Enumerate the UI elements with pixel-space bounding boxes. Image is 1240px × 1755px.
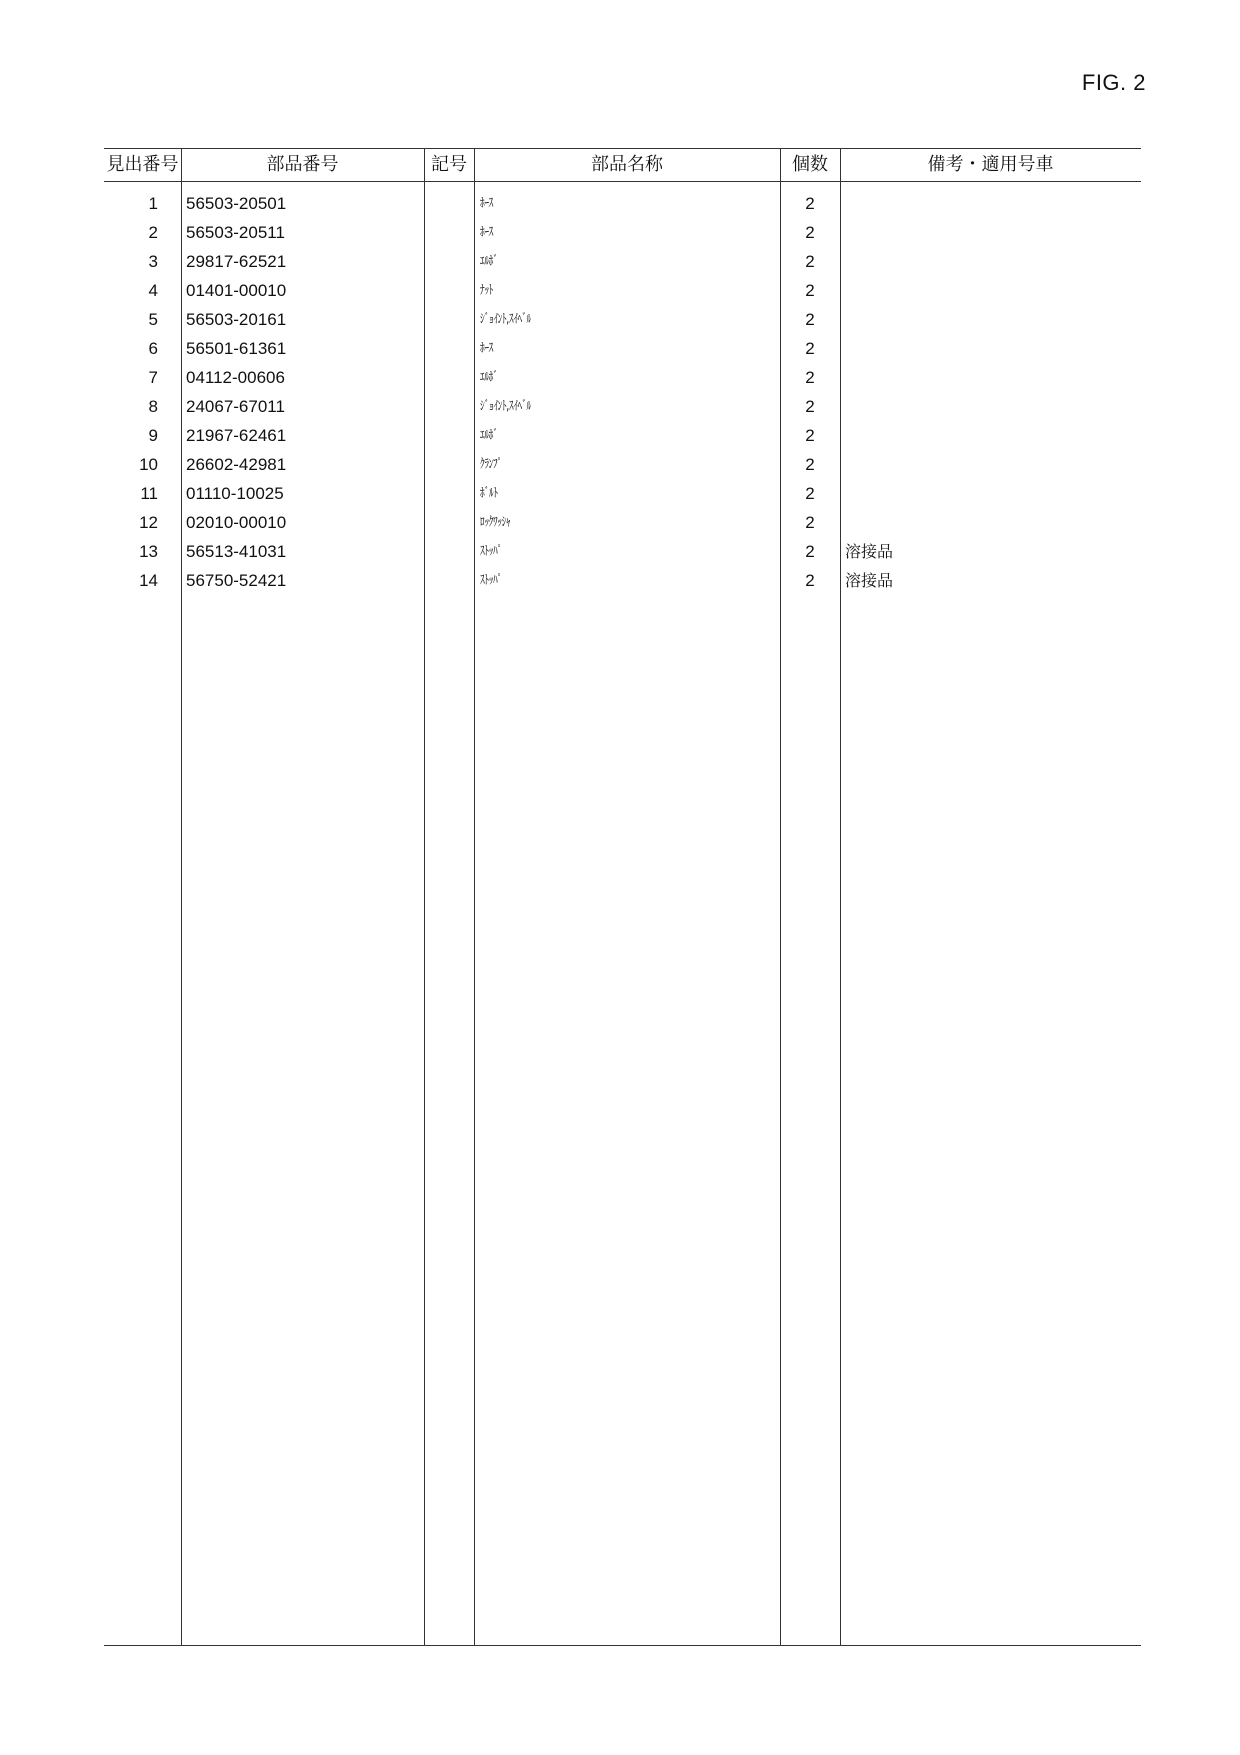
parts-table bbox=[104, 148, 1141, 1646]
part-name-cell: ﾎｰｽ bbox=[480, 341, 493, 356]
part-name-cell: ﾎﾞﾙﾄ bbox=[480, 486, 498, 501]
part-no-cell: 21967-62461 bbox=[186, 426, 287, 445]
qty-cell: 2 bbox=[805, 542, 815, 561]
part-no-cell: 56503-20501 bbox=[186, 194, 287, 213]
qty-cell: 2 bbox=[805, 397, 815, 416]
part-name-cell: ｽﾄｯﾊﾟ bbox=[480, 573, 502, 588]
ref-no-cell: 2 bbox=[148, 223, 158, 242]
figure-label: FIG. 2 bbox=[1081, 70, 1146, 95]
table-row bbox=[104, 363, 1141, 392]
header-symbol: 記号 bbox=[431, 154, 467, 175]
part-no-cell: 24067-67011 bbox=[186, 397, 285, 416]
qty-cell: 2 bbox=[805, 310, 815, 329]
part-name-cell: ｴﾙﾎﾞ bbox=[480, 428, 498, 443]
ref-no-cell: 9 bbox=[148, 426, 158, 445]
part-no-cell: 26602-42981 bbox=[186, 455, 287, 474]
header-ref-no: 見出番号 bbox=[106, 154, 179, 175]
qty-cell: 2 bbox=[805, 455, 815, 474]
ref-no-cell: 14 bbox=[139, 571, 158, 590]
table-row bbox=[104, 566, 1141, 595]
qty-cell: 2 bbox=[805, 252, 815, 271]
qty-cell: 2 bbox=[805, 571, 815, 590]
part-name-cell: ｴﾙﾎﾞ bbox=[480, 254, 498, 269]
qty-cell: 2 bbox=[805, 281, 815, 300]
table-row bbox=[104, 392, 1141, 421]
ref-no-cell: 10 bbox=[139, 455, 158, 474]
table-row bbox=[104, 421, 1141, 450]
part-no-cell: 01401-00010 bbox=[186, 281, 287, 300]
ref-no-cell: 3 bbox=[148, 252, 158, 271]
ref-no-cell: 4 bbox=[148, 281, 158, 300]
header-part-name: 部品名称 bbox=[591, 154, 663, 175]
table-row bbox=[104, 479, 1141, 508]
table-row bbox=[104, 508, 1141, 537]
part-name-cell: ﾛｯｸﾜｯｼｬ bbox=[480, 515, 511, 530]
part-name-cell: ｽﾄｯﾊﾟ bbox=[480, 544, 502, 559]
part-name-cell: ｴﾙﾎﾞ bbox=[480, 370, 498, 385]
part-no-cell: 04112-00606 bbox=[186, 368, 285, 387]
qty-cell: 2 bbox=[805, 368, 815, 387]
remarks-cell: 溶接品 bbox=[845, 571, 894, 590]
table-row bbox=[104, 218, 1141, 247]
part-no-cell: 02010-00010 bbox=[186, 513, 287, 532]
part-no-cell: 56503-20161 bbox=[186, 310, 287, 329]
table-row bbox=[104, 305, 1141, 334]
ref-no-cell: 12 bbox=[139, 513, 158, 532]
qty-cell: 2 bbox=[805, 223, 815, 242]
table-row bbox=[104, 334, 1141, 363]
ref-no-cell: 6 bbox=[148, 339, 158, 358]
part-no-cell: 56503-20511 bbox=[186, 223, 285, 242]
table-row bbox=[104, 276, 1141, 305]
part-no-cell: 01110-10025 bbox=[186, 484, 284, 503]
part-name-cell: ﾎｰｽ bbox=[480, 196, 493, 211]
ref-no-cell: 7 bbox=[148, 368, 158, 387]
table-row bbox=[104, 189, 1141, 218]
part-no-cell: 29817-62521 bbox=[186, 252, 287, 271]
ref-no-cell: 11 bbox=[140, 484, 158, 503]
table-body bbox=[104, 189, 1141, 595]
qty-cell: 2 bbox=[805, 426, 815, 445]
part-no-cell: 56750-52421 bbox=[186, 571, 287, 590]
ref-no-cell: 1 bbox=[148, 194, 158, 213]
qty-cell: 2 bbox=[805, 484, 815, 503]
table-row bbox=[104, 450, 1141, 479]
header-qty: 個数 bbox=[792, 154, 828, 175]
header-part-no: 部品番号 bbox=[266, 154, 339, 175]
header-divider bbox=[104, 181, 1141, 182]
part-name-cell: ｸﾗﾝﾌﾟ bbox=[480, 457, 502, 472]
qty-cell: 2 bbox=[805, 339, 815, 358]
part-name-cell: ｼﾞｮｲﾝﾄ,ｽｲﾍﾞﾙ bbox=[480, 312, 531, 327]
remarks-cell: 溶接品 bbox=[845, 542, 894, 561]
ref-no-cell: 13 bbox=[139, 542, 158, 561]
ref-no-cell: 8 bbox=[148, 397, 158, 416]
table-row bbox=[104, 537, 1141, 566]
part-no-cell: 56513-41031 bbox=[186, 542, 287, 561]
part-no-cell: 56501-61361 bbox=[186, 339, 287, 358]
part-name-cell: ﾅｯﾄ bbox=[480, 283, 493, 298]
ref-no-cell: 5 bbox=[148, 310, 158, 329]
part-name-cell: ﾎｰｽ bbox=[480, 225, 493, 240]
qty-cell: 2 bbox=[805, 513, 815, 532]
qty-cell: 2 bbox=[805, 194, 815, 213]
table-row bbox=[104, 247, 1141, 276]
header-remarks: 備考・適用号車 bbox=[927, 154, 1054, 175]
part-name-cell: ｼﾞｮｲﾝﾄ,ｽｲﾍﾞﾙ bbox=[480, 399, 531, 414]
